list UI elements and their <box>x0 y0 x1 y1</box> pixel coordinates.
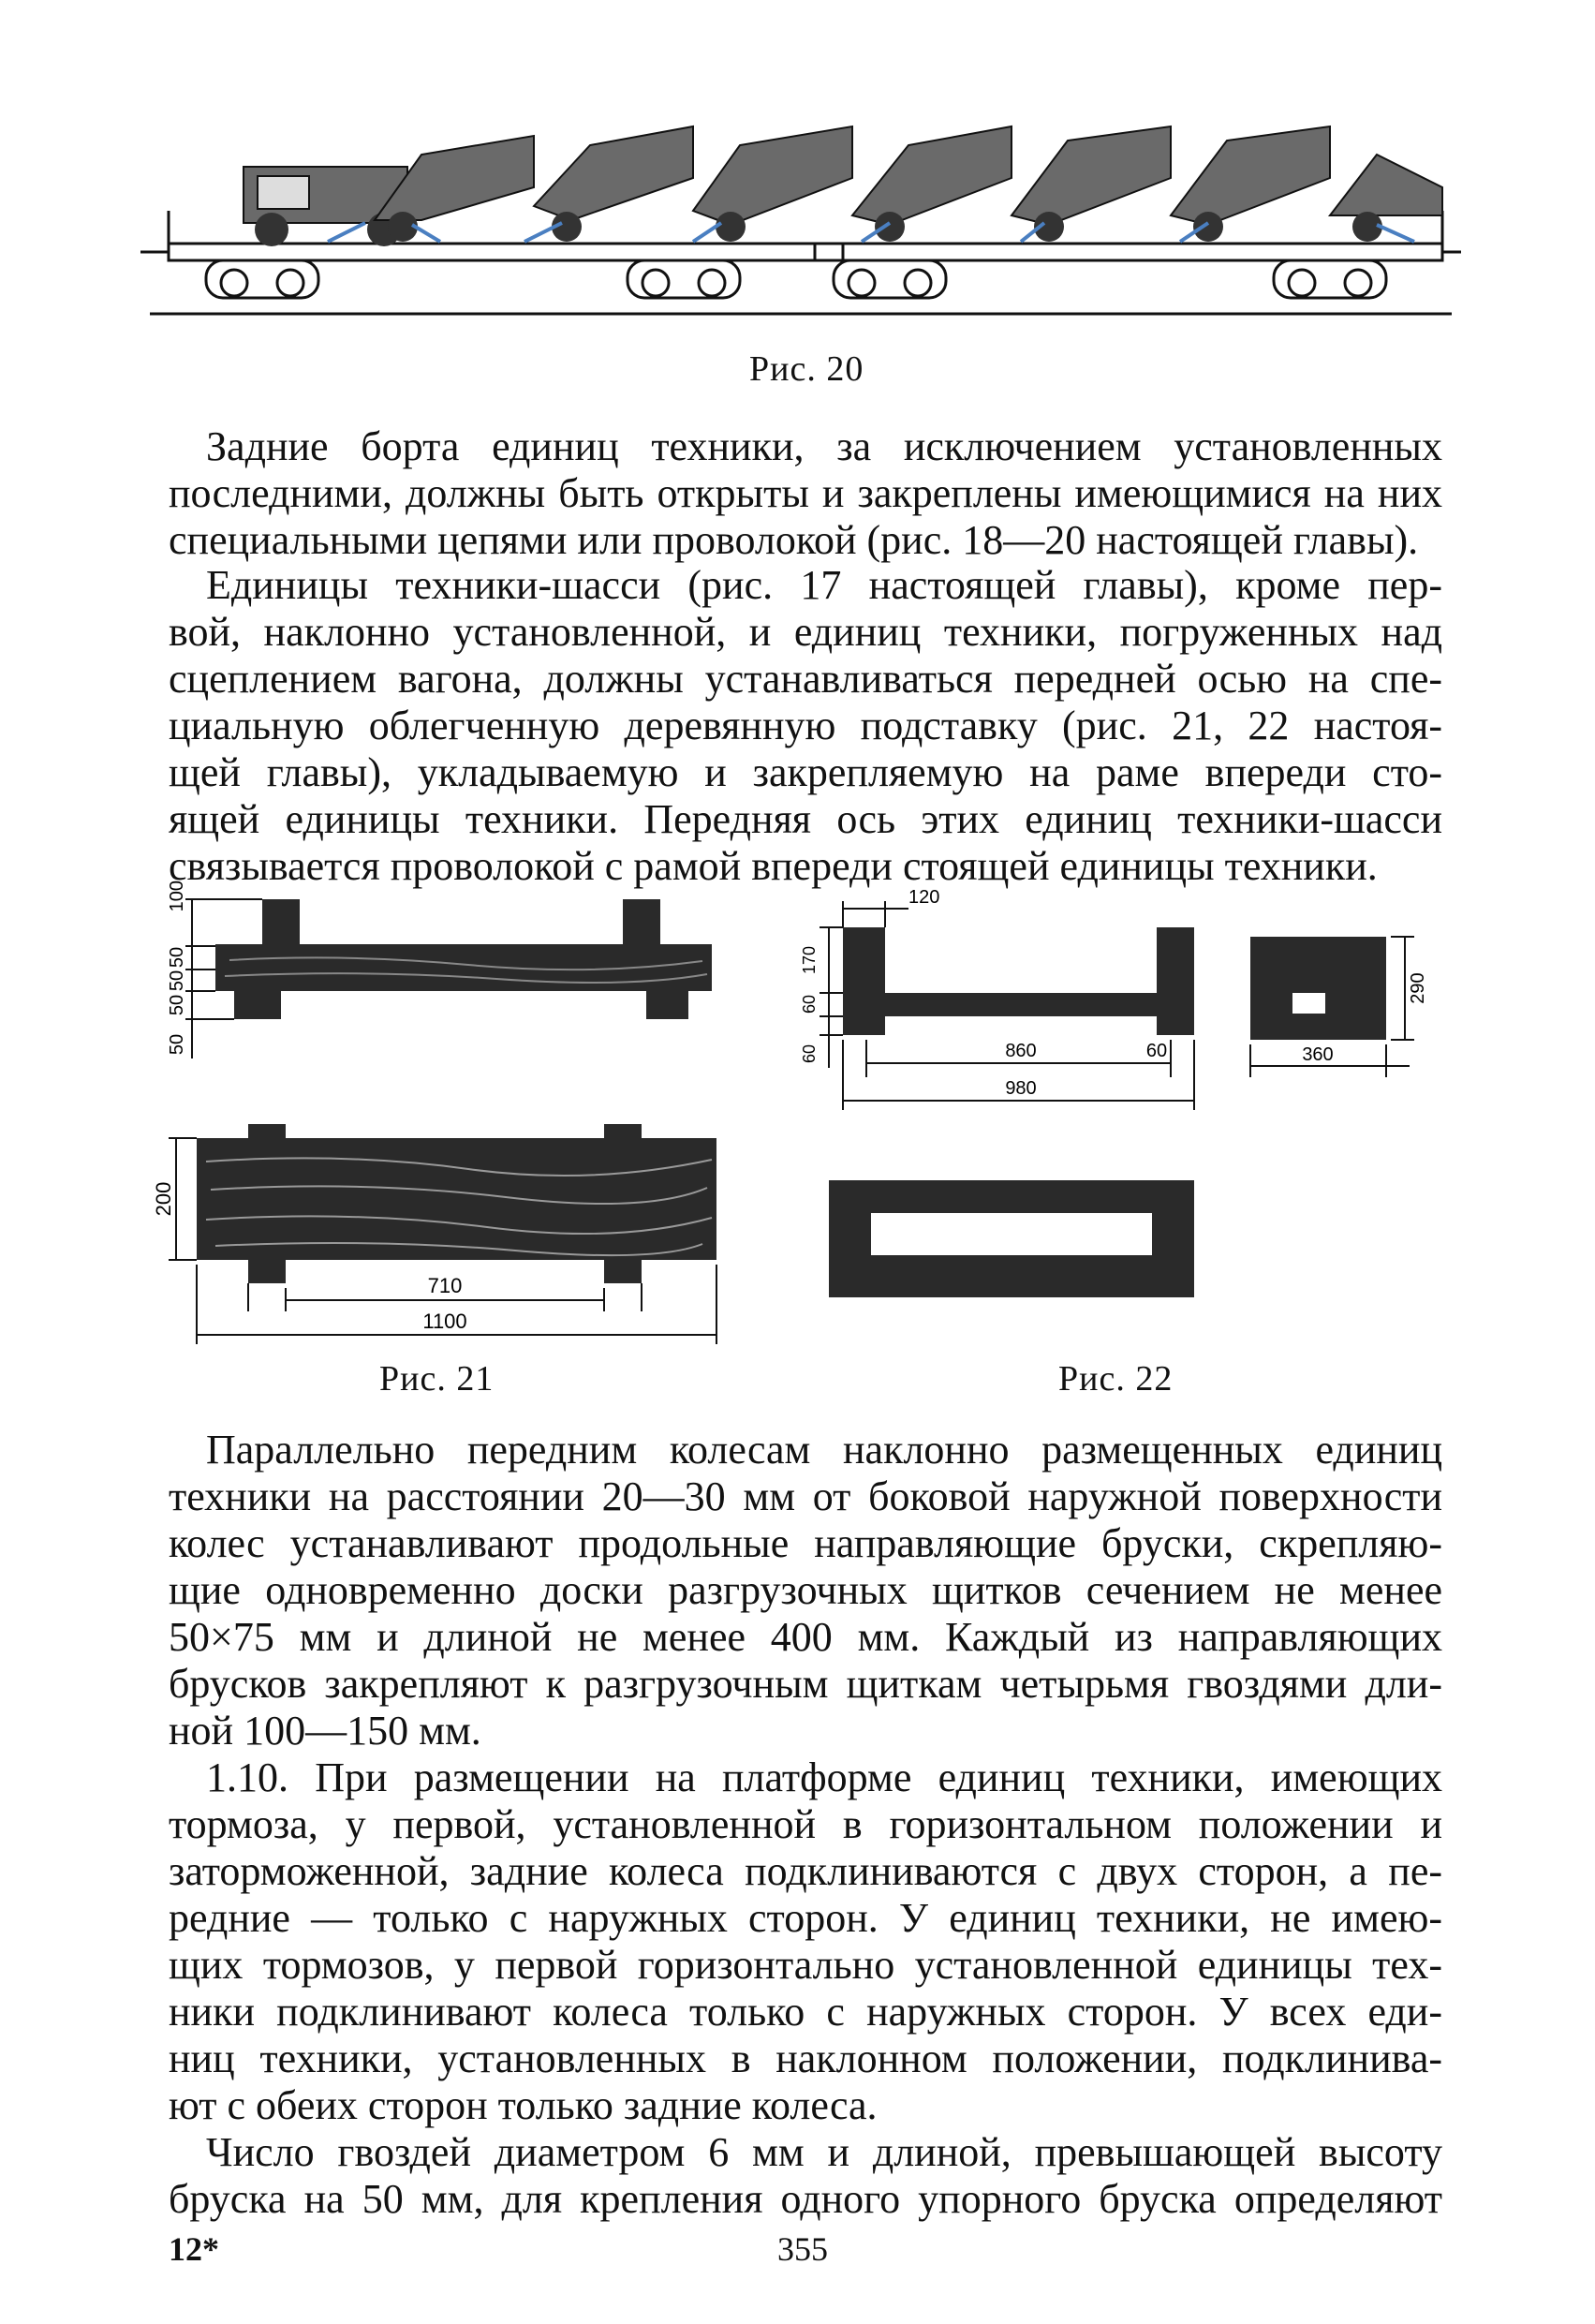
paragraph-5 <box>169 2129 1442 2223</box>
dim-60b: 60 <box>800 1044 819 1064</box>
text-line: циальную облегченную деревянную подставку (рис. 21, 22 настоя- <box>169 703 1442 748</box>
text-line: щих тормозов, у первой горизонтально установленной единицы тех- <box>169 1942 1442 1988</box>
paragraph-3 <box>169 1427 1442 1754</box>
text-line: техники на расстоянии 20—30 мм от боковой наружной поверхности <box>169 1473 1442 1519</box>
text-line: Задние борта единиц техники, за исключением установленных <box>206 423 1442 469</box>
paragraph-4 <box>169 1754 1442 2129</box>
text-line: сцеплением вагона, должны устанавливаться передней осью на спе- <box>169 656 1442 702</box>
text-line: щей главы), укладываемую и закрепляемую на раме впереди сто- <box>169 749 1442 795</box>
dim-710: 710 <box>427 1274 463 1297</box>
text-line: колес устанавливают продольные направляющие бруски, скрепляю- <box>169 1520 1442 1566</box>
text-line: ники подклинивают колеса только с наружных сторон. У всех еди- <box>169 1989 1442 2035</box>
figure-22-caption: Рис. 22 <box>1058 1359 1174 1399</box>
figure-22-drawing <box>791 887 1452 1302</box>
dim-50d: 50 <box>167 1033 187 1056</box>
text-line: вой, наклонно установленной, и единиц техники, погруженных над <box>169 609 1442 655</box>
dim-860: 860 <box>1005 1041 1037 1061</box>
text-line: ют с обеих сторон только задние колеса. <box>169 2082 878 2128</box>
text-line: ной 100—150 мм. <box>169 1708 481 1754</box>
text-line: 50×75 мм и длиной не менее 400 мм. Каждый из направляющих <box>169 1614 1442 1660</box>
dim-50b: 50 <box>167 970 187 992</box>
dim-60a: 60 <box>800 994 819 1014</box>
dim-50c: 50 <box>167 994 187 1016</box>
dim-360: 360 <box>1302 1044 1334 1065</box>
dim-980: 980 <box>1005 1078 1037 1099</box>
figure-20-caption: Рис. 20 <box>749 349 864 389</box>
text-line: Единицы техники-шасси (рис. 17 настоящей главы), кроме пер- <box>206 562 1442 608</box>
text-line: тормоза, у первой, установленной в горизонтальном положении и <box>169 1801 1442 1847</box>
text-line: ниц техники, установленных в наклонном положении, подклинива- <box>169 2035 1442 2081</box>
text-line: Параллельно передним колесам наклонно размещенных единиц <box>206 1427 1442 1473</box>
figure-21-drawing <box>152 871 740 1358</box>
dim-170: 170 <box>800 945 819 975</box>
signature-mark: 12* <box>169 2230 219 2268</box>
text-line: ящей единицы техники. Передняя ось этих единиц техники-шасси <box>169 796 1442 842</box>
dim-1100: 1100 <box>422 1310 467 1333</box>
text-line: специальными цепями или проволокой (рис. 18—20 настоящей главы). <box>169 517 1419 563</box>
text-line: щие одновременно доски разгрузочных щитков сечением не менее <box>169 1567 1442 1613</box>
paragraph-2 <box>169 562 1442 890</box>
figure-20-illustration <box>140 122 1461 323</box>
text-line: 1.10. При размещении на платформе единиц техники, имеющих <box>206 1754 1442 1800</box>
text-line: связывается проволокой с рамой впереди стоящей единицы техники. <box>169 843 1378 889</box>
dim-100-left: 100 <box>257 1282 275 1312</box>
dim-60c: 60 <box>1145 1041 1168 1061</box>
text-line: заторможенной, задние колеса подклиниваются с двух сторон, а пе- <box>169 1848 1442 1894</box>
dim-50a: 50 <box>167 946 187 969</box>
text-line: последними, должны быть открыты и закреплены имеющимися на них <box>169 470 1442 516</box>
text-line: бруска на 50 мм, для крепления одного упорного бруска определяют <box>169 2176 1442 2222</box>
text-line: брусков закрепляют к разгрузочным щиткам четырьмя гвоздями дли- <box>169 1661 1442 1707</box>
paragraph-1 <box>169 423 1442 564</box>
text-line: редние — только с наружных сторон. У единиц техники, не имею- <box>169 1895 1442 1941</box>
dim-120: 120 <box>908 887 940 908</box>
figure-21-caption: Рис. 21 <box>379 1359 495 1399</box>
text-line: Число гвоздей диаметром 6 мм и длиной, превышающей высоту <box>206 2129 1442 2175</box>
dim-100-top: 100 <box>167 881 187 912</box>
dim-200: 200 <box>152 1181 175 1217</box>
dim-100-right: 100 <box>613 1282 631 1312</box>
page-number: 355 <box>777 2230 828 2268</box>
dim-290: 290 <box>1408 972 1428 1004</box>
